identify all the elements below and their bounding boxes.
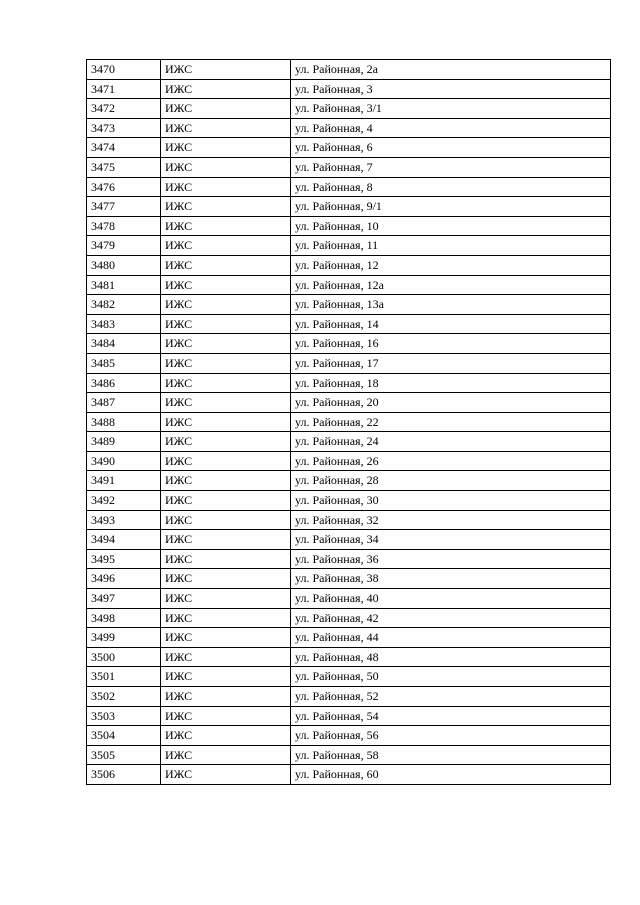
row-number-cell: 3485	[87, 353, 161, 373]
building-type-cell: ИЖС	[161, 353, 291, 373]
address-cell: ул. Районная, 2а	[291, 60, 611, 80]
row-number-cell: 3500	[87, 647, 161, 667]
address-cell: ул. Районная, 24	[291, 432, 611, 452]
building-type-cell: ИЖС	[161, 765, 291, 785]
address-cell: ул. Районная, 22	[291, 412, 611, 432]
row-number-cell: 3471	[87, 79, 161, 99]
row-number-cell: 3472	[87, 99, 161, 119]
table-row	[87, 569, 611, 589]
table-row	[87, 530, 611, 550]
address-cell: ул. Районная, 30	[291, 491, 611, 511]
row-number-cell: 3490	[87, 451, 161, 471]
address-cell: ул. Районная, 44	[291, 628, 611, 648]
table-row	[87, 589, 611, 609]
address-cell: ул. Районная, 26	[291, 451, 611, 471]
building-type-cell: ИЖС	[161, 373, 291, 393]
row-number-cell: 3478	[87, 216, 161, 236]
building-type-cell: ИЖС	[161, 647, 291, 667]
row-number-cell: 3499	[87, 628, 161, 648]
address-cell: ул. Районная, 10	[291, 216, 611, 236]
building-type-cell: ИЖС	[161, 393, 291, 413]
registry-table-body	[87, 60, 611, 785]
building-type-cell: ИЖС	[161, 745, 291, 765]
building-type-cell: ИЖС	[161, 216, 291, 236]
table-row	[87, 216, 611, 236]
building-type-cell: ИЖС	[161, 236, 291, 256]
row-number-cell: 3482	[87, 295, 161, 315]
address-cell: ул. Районная, 38	[291, 569, 611, 589]
address-cell: ул. Районная, 42	[291, 608, 611, 628]
building-type-cell: ИЖС	[161, 726, 291, 746]
address-cell: ул. Районная, 6	[291, 138, 611, 158]
table-row	[87, 197, 611, 217]
table-row	[87, 451, 611, 471]
address-cell: ул. Районная, 50	[291, 667, 611, 687]
row-number-cell: 3470	[87, 60, 161, 80]
address-cell: ул. Районная, 9/1	[291, 197, 611, 217]
building-type-cell: ИЖС	[161, 432, 291, 452]
building-type-cell: ИЖС	[161, 157, 291, 177]
address-cell: ул. Районная, 12а	[291, 275, 611, 295]
table-row	[87, 687, 611, 707]
table-row	[87, 60, 611, 80]
row-number-cell: 3503	[87, 706, 161, 726]
building-type-cell: ИЖС	[161, 177, 291, 197]
address-cell: ул. Районная, 60	[291, 765, 611, 785]
row-number-cell: 3505	[87, 745, 161, 765]
building-type-cell: ИЖС	[161, 510, 291, 530]
table-row	[87, 667, 611, 687]
table-row	[87, 373, 611, 393]
table-row	[87, 412, 611, 432]
building-type-cell: ИЖС	[161, 530, 291, 550]
address-cell: ул. Районная, 4	[291, 118, 611, 138]
table-row	[87, 295, 611, 315]
address-cell: ул. Районная, 7	[291, 157, 611, 177]
row-number-cell: 3481	[87, 275, 161, 295]
row-number-cell: 3495	[87, 549, 161, 569]
building-type-cell: ИЖС	[161, 589, 291, 609]
address-cell: ул. Районная, 56	[291, 726, 611, 746]
table-row	[87, 491, 611, 511]
row-number-cell: 3502	[87, 687, 161, 707]
building-type-cell: ИЖС	[161, 138, 291, 158]
table-row	[87, 745, 611, 765]
address-cell: ул. Районная, 32	[291, 510, 611, 530]
row-number-cell: 3483	[87, 314, 161, 334]
address-cell: ул. Районная, 14	[291, 314, 611, 334]
table-row	[87, 647, 611, 667]
table-row	[87, 393, 611, 413]
table-row	[87, 138, 611, 158]
table-row	[87, 608, 611, 628]
building-type-cell: ИЖС	[161, 608, 291, 628]
address-cell: ул. Районная, 17	[291, 353, 611, 373]
building-type-cell: ИЖС	[161, 99, 291, 119]
address-cell: ул. Районная, 3	[291, 79, 611, 99]
address-cell: ул. Районная, 12	[291, 255, 611, 275]
table-row	[87, 432, 611, 452]
row-number-cell: 3474	[87, 138, 161, 158]
row-number-cell: 3489	[87, 432, 161, 452]
building-type-cell: ИЖС	[161, 275, 291, 295]
address-cell: ул. Районная, 18	[291, 373, 611, 393]
address-cell: ул. Районная, 8	[291, 177, 611, 197]
table-row	[87, 177, 611, 197]
row-number-cell: 3501	[87, 667, 161, 687]
building-type-cell: ИЖС	[161, 569, 291, 589]
address-cell: ул. Районная, 16	[291, 334, 611, 354]
table-row	[87, 471, 611, 491]
address-cell: ул. Районная, 36	[291, 549, 611, 569]
table-row	[87, 118, 611, 138]
table-row	[87, 255, 611, 275]
table-row	[87, 510, 611, 530]
building-type-cell: ИЖС	[161, 451, 291, 471]
table-row	[87, 549, 611, 569]
row-number-cell: 3487	[87, 393, 161, 413]
building-type-cell: ИЖС	[161, 667, 291, 687]
address-cell: ул. Районная, 54	[291, 706, 611, 726]
row-number-cell: 3498	[87, 608, 161, 628]
table-row	[87, 353, 611, 373]
table-row	[87, 706, 611, 726]
address-cell: ул. Районная, 13а	[291, 295, 611, 315]
row-number-cell: 3476	[87, 177, 161, 197]
address-cell: ул. Районная, 58	[291, 745, 611, 765]
table-row	[87, 765, 611, 785]
address-cell: ул. Районная, 40	[291, 589, 611, 609]
address-cell: ул. Районная, 52	[291, 687, 611, 707]
building-type-cell: ИЖС	[161, 706, 291, 726]
row-number-cell: 3486	[87, 373, 161, 393]
table-row	[87, 628, 611, 648]
table-row	[87, 726, 611, 746]
building-type-cell: ИЖС	[161, 471, 291, 491]
row-number-cell: 3493	[87, 510, 161, 530]
building-type-cell: ИЖС	[161, 118, 291, 138]
building-type-cell: ИЖС	[161, 314, 291, 334]
address-cell: ул. Районная, 20	[291, 393, 611, 413]
building-type-cell: ИЖС	[161, 687, 291, 707]
address-cell: ул. Районная, 48	[291, 647, 611, 667]
row-number-cell: 3506	[87, 765, 161, 785]
table-row	[87, 275, 611, 295]
row-number-cell: 3488	[87, 412, 161, 432]
row-number-cell: 3497	[87, 589, 161, 609]
building-type-cell: ИЖС	[161, 60, 291, 80]
row-number-cell: 3491	[87, 471, 161, 491]
building-type-cell: ИЖС	[161, 549, 291, 569]
row-number-cell: 3477	[87, 197, 161, 217]
building-type-cell: ИЖС	[161, 197, 291, 217]
building-type-cell: ИЖС	[161, 334, 291, 354]
building-type-cell: ИЖС	[161, 412, 291, 432]
row-number-cell: 3484	[87, 334, 161, 354]
table-row	[87, 157, 611, 177]
building-type-cell: ИЖС	[161, 628, 291, 648]
address-cell: ул. Районная, 11	[291, 236, 611, 256]
row-number-cell: 3480	[87, 255, 161, 275]
row-number-cell: 3479	[87, 236, 161, 256]
building-type-cell: ИЖС	[161, 79, 291, 99]
row-number-cell: 3475	[87, 157, 161, 177]
building-type-cell: ИЖС	[161, 491, 291, 511]
table-row	[87, 236, 611, 256]
table-row	[87, 79, 611, 99]
address-cell: ул. Районная, 28	[291, 471, 611, 491]
building-type-cell: ИЖС	[161, 255, 291, 275]
row-number-cell: 3473	[87, 118, 161, 138]
row-number-cell: 3494	[87, 530, 161, 550]
row-number-cell: 3492	[87, 491, 161, 511]
table-row	[87, 99, 611, 119]
building-type-cell: ИЖС	[161, 295, 291, 315]
address-registry-table	[86, 59, 611, 785]
row-number-cell: 3504	[87, 726, 161, 746]
table-row	[87, 334, 611, 354]
row-number-cell: 3496	[87, 569, 161, 589]
table-row	[87, 314, 611, 334]
address-cell: ул. Районная, 34	[291, 530, 611, 550]
address-cell: ул. Районная, 3/1	[291, 99, 611, 119]
